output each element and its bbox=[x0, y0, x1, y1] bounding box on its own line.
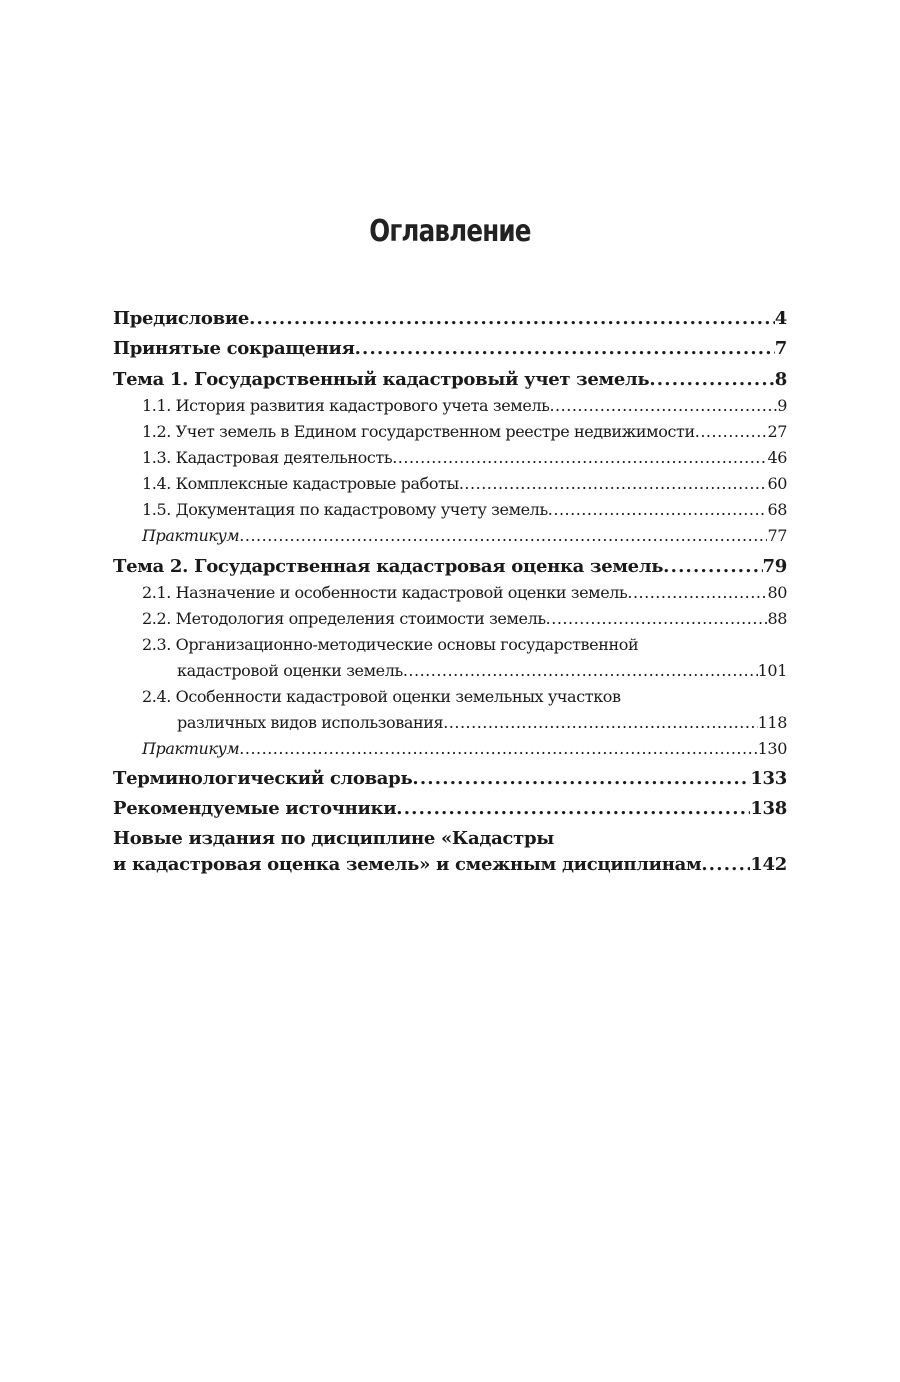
dot-leader bbox=[548, 497, 768, 523]
toc-entry-page: 88 bbox=[767, 609, 787, 628]
dot-leader bbox=[549, 393, 777, 419]
toc-entry-page: 7 bbox=[774, 338, 787, 359]
toc-entry-section-1-5[interactable] bbox=[113, 497, 787, 523]
toc-entry-section-1-3[interactable] bbox=[113, 445, 787, 471]
toc-entry-label: 2.1. Назначение и особенности кадастровой оценки земель bbox=[142, 583, 628, 602]
dot-leader bbox=[443, 710, 757, 736]
toc-entry-label: 2.2. Методология определения стоимости земель bbox=[142, 609, 546, 628]
toc-entry-label: 1.4. Комплексные кадастровые работы bbox=[142, 474, 459, 493]
toc-entry-page: 133 bbox=[750, 768, 787, 789]
toc-entry-label: 1.1. История развития кадастрового учета земель bbox=[142, 396, 550, 415]
toc-entry-label-line2: и кадастровая оценка земель» и смежным дисциплинам bbox=[113, 854, 702, 875]
toc-entry-page: 138 bbox=[750, 798, 787, 819]
toc-entry-section-1-1[interactable] bbox=[113, 393, 787, 419]
dot-leader bbox=[396, 796, 750, 822]
dot-leader bbox=[649, 367, 774, 393]
toc-entry-section-2-4-cont[interactable] bbox=[113, 710, 787, 736]
toc-entry-abbreviations[interactable] bbox=[113, 336, 787, 362]
toc-entry-page: 46 bbox=[767, 448, 787, 467]
toc-entry-page: 101 bbox=[757, 661, 787, 680]
dot-leader bbox=[249, 306, 775, 332]
dot-leader bbox=[403, 658, 758, 684]
toc-entry-section-1-4[interactable] bbox=[113, 471, 787, 497]
toc-entry-page: 80 bbox=[767, 583, 787, 602]
dot-leader bbox=[546, 606, 768, 632]
toc-entry-page: 130 bbox=[757, 739, 787, 758]
dot-leader bbox=[392, 445, 767, 471]
dot-leader bbox=[459, 471, 768, 497]
dot-leader bbox=[627, 580, 767, 606]
toc-entry-label-line1: 2.4. Особенности кадастровой оценки земельных участков bbox=[142, 687, 621, 706]
toc-entry-section-2-3-cont[interactable] bbox=[113, 658, 787, 684]
toc-entry-label: Тема 1. Государственный кадастровый учет земель bbox=[113, 369, 650, 390]
toc-entry-new-editions[interactable] bbox=[113, 826, 787, 852]
toc-entry-new-editions-cont[interactable] bbox=[113, 852, 787, 878]
toc-entry-label: Терминологический словарь bbox=[113, 768, 413, 789]
toc-entry-section-1-2[interactable] bbox=[113, 419, 787, 445]
toc-entry-preface[interactable] bbox=[113, 306, 787, 332]
toc-entry-section-2-3[interactable] bbox=[113, 632, 787, 658]
toc-entry-practicum-2[interactable] bbox=[113, 736, 787, 762]
table-of-contents bbox=[113, 306, 787, 878]
dot-leader bbox=[695, 419, 768, 445]
toc-entry-section-2-1[interactable] bbox=[113, 580, 787, 606]
toc-entry-label: Практикум bbox=[142, 526, 240, 545]
toc-entry-glossary[interactable] bbox=[113, 766, 787, 792]
toc-entry-section-2-4[interactable] bbox=[113, 684, 787, 710]
toc-entry-label: 1.2. Учет земель в Едином государственном реестре недвижимости bbox=[142, 422, 695, 441]
toc-entry-page: 8 bbox=[774, 369, 787, 390]
toc-entry-page: 118 bbox=[757, 713, 787, 732]
dot-leader bbox=[663, 554, 762, 580]
toc-entry-topic1[interactable] bbox=[113, 367, 787, 393]
toc-entry-label: Тема 2. Государственная кадастровая оценка земель bbox=[113, 556, 664, 577]
toc-entry-section-2-2[interactable] bbox=[113, 606, 787, 632]
toc-entry-label: Предисловие bbox=[113, 308, 250, 329]
toc-entry-label-line2: различных видов использования bbox=[177, 713, 444, 732]
toc-entry-page: 142 bbox=[750, 854, 787, 875]
dot-leader bbox=[412, 766, 750, 792]
toc-entry-page: 68 bbox=[767, 500, 787, 519]
toc-entry-label: 1.5. Документация по кадастровому учету земель bbox=[142, 500, 548, 519]
toc-entry-practicum-1[interactable] bbox=[113, 523, 787, 549]
toc-entry-topic2[interactable] bbox=[113, 554, 787, 580]
toc-entry-page: 4 bbox=[774, 308, 787, 329]
toc-entry-page: 60 bbox=[767, 474, 787, 493]
page-title: Оглавление bbox=[369, 214, 531, 249]
toc-entry-label: Принятые сокращения bbox=[113, 338, 355, 359]
toc-entry-page: 79 bbox=[762, 556, 787, 577]
toc-entry-label: 1.3. Кадастровая деятельность bbox=[142, 448, 393, 467]
toc-entry-page: 9 bbox=[777, 396, 787, 415]
toc-entry-page: 77 bbox=[767, 526, 787, 545]
toc-entry-label-line2: кадастровой оценки земель bbox=[177, 661, 403, 680]
toc-entry-page: 27 bbox=[767, 422, 787, 441]
toc-entry-label-line1: Новые издания по дисциплине «Кадастры bbox=[113, 828, 554, 849]
dot-leader bbox=[239, 736, 757, 762]
toc-entry-label: Рекомендуемые источники bbox=[113, 798, 397, 819]
toc-entry-label-line1: 2.3. Организационно-методические основы государственной bbox=[142, 635, 639, 654]
dot-leader bbox=[701, 852, 750, 878]
dot-leader bbox=[239, 523, 767, 549]
toc-entry-label: Практикум bbox=[142, 739, 240, 758]
toc-entry-sources[interactable] bbox=[113, 796, 787, 822]
dot-leader bbox=[355, 336, 775, 362]
